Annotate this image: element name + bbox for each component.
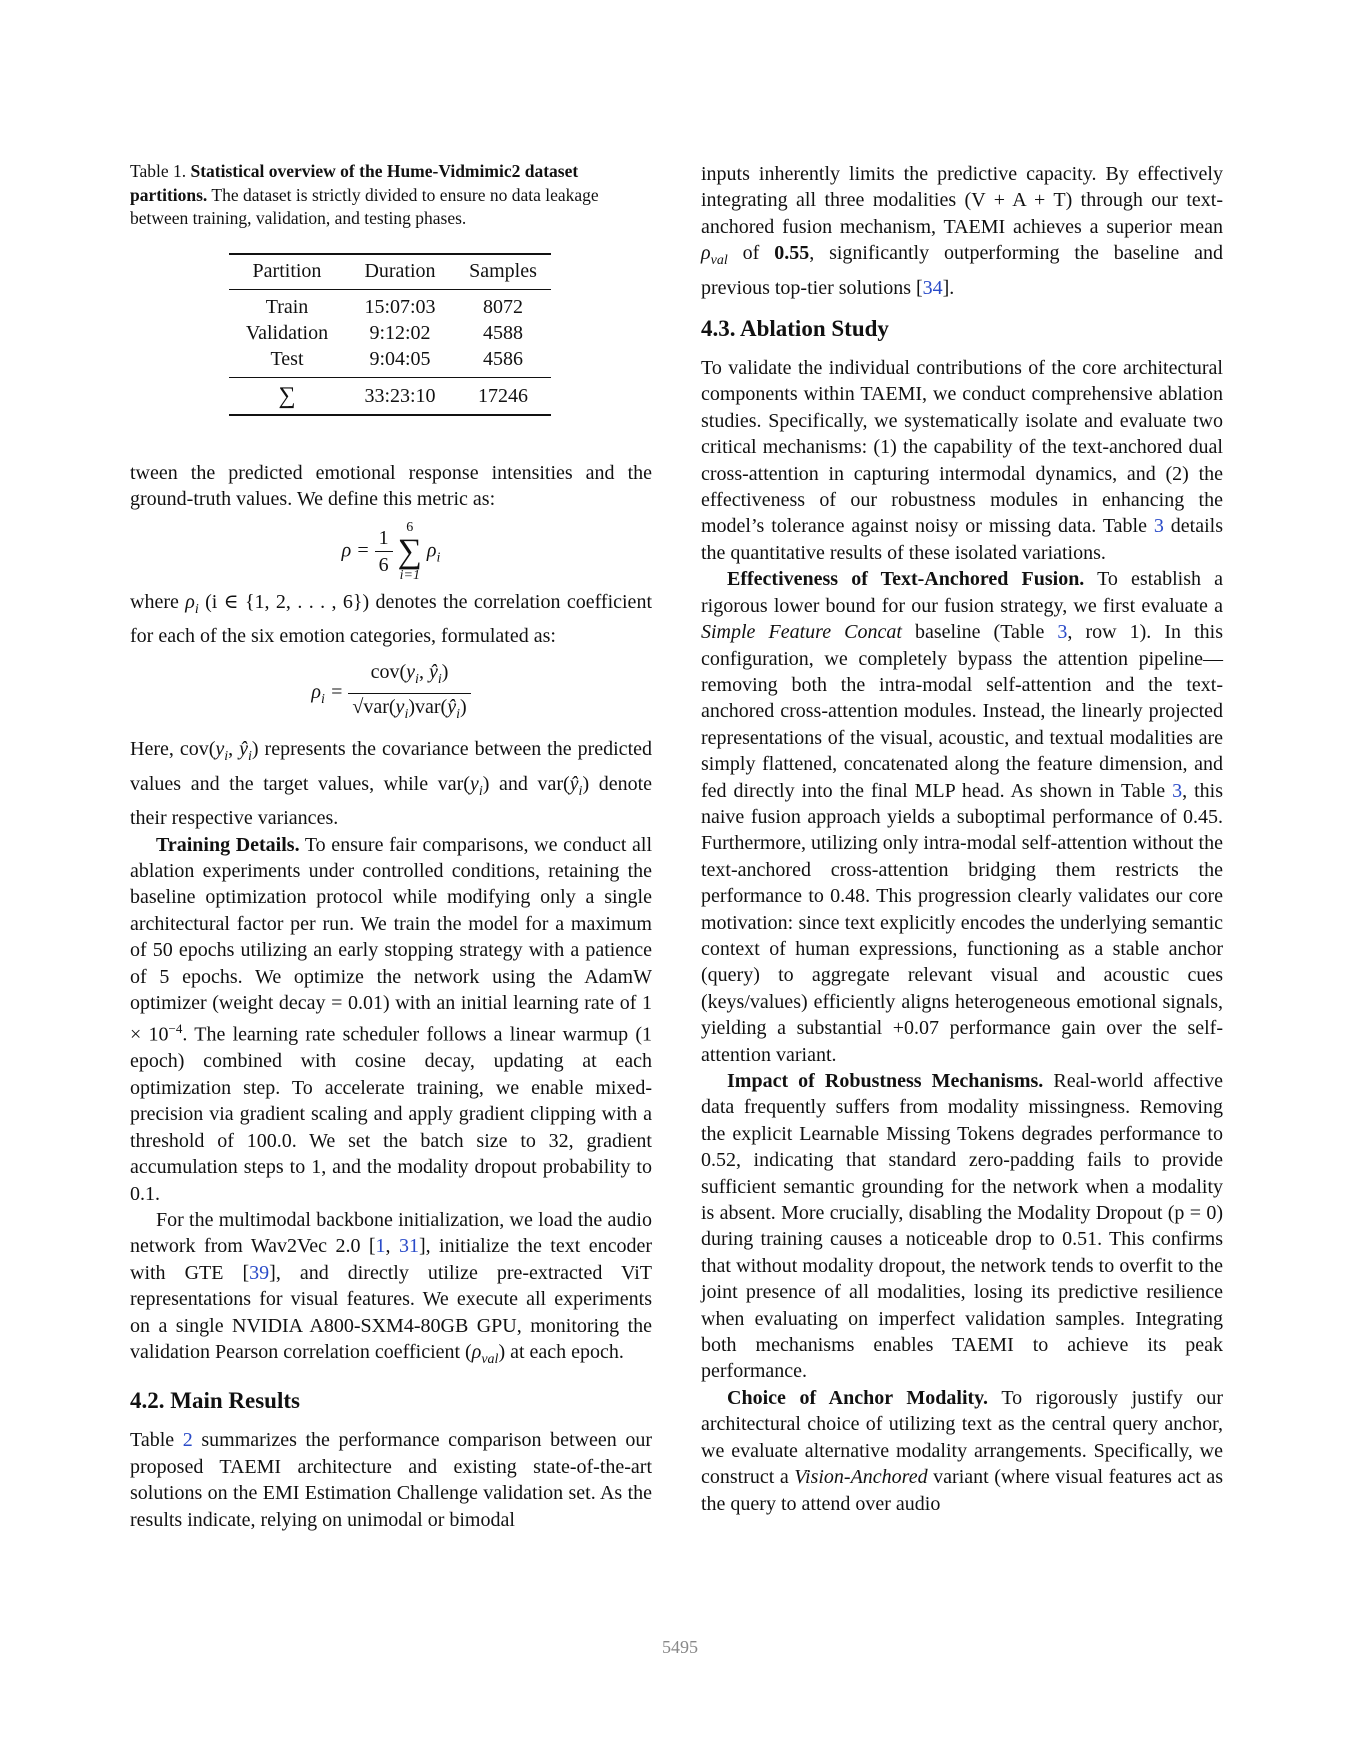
robustness-paragraph: Impact of Robustness Mechanisms. Real-world affective data frequently suffers from modality missingness. Removing the explicit Learnable Missing Tokens degrades performance to 0.52, indicating that standard zero-padding fails to provide sufficient semantic grounding for the network when a modality is absent. More crucially, disabling the Modality Dropout (p = 0) during training causes a noticeable drop to 0.51. This confirms that without modality dropout, the network tends to overfit to the joint presence of all modalities, losing its predictive resilience when evaluating on imperfect validation samples. Integrating both mechanisms enables TAEMI to achieve its peak performance. bbox=[701, 1070, 1223, 1383]
left-column bbox=[130, 160, 652, 1533]
table-total-row: ∑ 33:23:10 17246 bbox=[229, 377, 551, 415]
page-number: 5495 bbox=[662, 1637, 698, 1657]
table-header-row bbox=[229, 254, 551, 290]
citation-link[interactable]: 31 bbox=[398, 1235, 419, 1258]
table-link[interactable]: 3 bbox=[1153, 515, 1164, 538]
here-paragraph: Here, $cov(y_i$, $ŷ_i$) represents the covariance between the predicted values and the target values, while $var(y_i)$ and $var(ŷ_i)$ denote their respective variances. bbox=[130, 738, 653, 830]
citation-link[interactable]: 34 bbox=[922, 276, 943, 299]
dataset-table bbox=[229, 253, 551, 416]
table-row: Train 15:07:03 8072 bbox=[229, 289, 551, 320]
results-continuation-paragraph: inputs inherently limits the predictive capacity. By effectively integrating all three modalities (V + A + T) through our text-anchored fusion mechanism, TAEMI achieves a superior mean $\rho_{val}$ of 0.55, significantly outperforming the baseline and previous top-tier solutions [34]. bbox=[701, 163, 1224, 299]
backbone-paragraph: For the multimodal backbone initialization, we load the audio network from Wav2Vec 2.0 [1, 31], initialize the text encoder with GTE [39], and directly utilize pre-extracted ViT representations for visual features. We execute all experiments on a single NVIDIA A800-SXM4-80GB GPU, monitoring the validation Pearson correlation coefficient $(\rho_{val})$ at each epoch. bbox=[130, 1208, 653, 1367]
equation-rho-i: $\rho_i$ = $\frac{cov(y_i, ŷ_i)}{√var(y_i)var(ŷ_i)}$ bbox=[130, 659, 652, 728]
col-header: Samples bbox=[469, 260, 537, 283]
citation-link[interactable]: 1 bbox=[375, 1235, 386, 1258]
equation-mean-rho: ρ = $\frac{1}{6}$ 6 ∑ i=1 $\rho_i$ bbox=[341, 519, 441, 583]
anchor-modality-paragraph: Choice of Anchor Modality. To rigorously justify our architectural choice of utilizing text as the central query anchor, we evaluate alternative modality arrangements. Specifically, we construct a Vision-Anchored variant (where visual features act as the query to attend over audio bbox=[701, 1386, 1224, 1515]
table-link[interactable]: 3 bbox=[1172, 779, 1183, 802]
table-row: Validation 9:12:02 4588 bbox=[245, 321, 523, 344]
effectiveness-paragraph: Effectiveness of Text-Anchored Fusion. To establish a rigorous lower bound for our fusion strategy, we first evaluate a Simple Feature Concat baseline (Table 3, row 1). In this configuration, we completely bypass the attention pipeline—removing both the intra-modal self-attention and the text-anchored cross-attention modules. Instead, the linearly projected representations of the visual, acoustic, and textual modalities are simply flattened, concatenated along the feature dimension, and fed directly into the final MLP head. As shown in Table 3, this naive fusion approach yields a suboptimal performance of 0.45. Furthermore, utilizing only intra-modal self-attention without the text-anchored cross-attention bridging them restricts the performance to 0.48. This progression clearly validates our core motivation: since text explicitly encodes the underlying semantic context of human expressions, functioning as a stable anchor (query) to aggregate relevant visual and acoustic cues (keys/values) efficiently aligns heterogeneous emotional signals, yielding a substantial +0.07 performance gain over the self-attention variant. bbox=[701, 568, 1223, 1066]
table-link[interactable]: 2 bbox=[182, 1429, 193, 1452]
metric-paragraph: tween the predicted emotional response intensities and the ground-truth values. We define this metric as: bbox=[130, 461, 652, 511]
where-paragraph: where $\rho_i$ (i ∈ {1, 2, . . . , 6}) denotes the correlation coefficient for each of the six emotion categories, formulated as: bbox=[130, 590, 652, 647]
main-results-paragraph: Table 2 summarizes the performance comparison between our proposed TAEMI architecture and existing state-of-the-art solutions on the EMI Estimation Challenge validation set. As the results indicate, relying on unimodal or bimodal bbox=[130, 1429, 653, 1531]
table-link[interactable]: 3 bbox=[1057, 621, 1068, 644]
table-row: Test 9:04:05 4586 bbox=[270, 348, 523, 371]
citation-link[interactable]: 39 bbox=[249, 1261, 270, 1284]
col-header: Partition bbox=[252, 260, 322, 283]
table1-caption: Table 1. Statistical overview of the Hume-Vidmimic2 dataset partitions. The dataset is strictly divided to ensure no data leakage between training, validation, and testing phases. bbox=[130, 161, 599, 228]
section-heading-4-2: 4.2. Main Results bbox=[130, 1388, 300, 1414]
right-column bbox=[701, 161, 1223, 1517]
training-details-paragraph: Training Details. To ensure fair comparisons, we conduct all ablation experiments under controlled conditions, retaining the baseline optimization protocol while modifying only a single architectural factor per run. We train the model for a maximum of 50 epochs utilizing an early stopping strategy with a patience of 5 epochs. We optimize the network using the AdamW optimizer (weight decay = 0.01) with an initial learning rate of $1 \times 10^{-4}$. The learning rate scheduler follows a linear warmup (1 epoch) combined with cosine decay, updating at each optimization step. To accelerate training, we enable mixed-precision via gradient scaling and apply gradient clipping with a threshold of 100.0. We set the batch size to 32, gradient accumulation steps to 1, and the modality dropout probability to 0.1. bbox=[130, 833, 653, 1205]
col-header: Duration bbox=[364, 260, 436, 283]
section-heading-4-3: 4.3. Ablation Study bbox=[701, 316, 889, 342]
ablation-intro-paragraph: To validate the individual contributions of the core architectural components within TAEMI, we conduct comprehensive ablation studies. Specifically, we systematically isolate and evaluate two critical mechanisms: (1) the capability of the text-anchored dual cross-attention in capturing intermodal dynamics, and (2) the effectiveness of our robustness modules in enhancing the model’s tolerance against noisy or missing data. Table 3 details the quantitative results of these isolated variations. bbox=[701, 357, 1223, 564]
